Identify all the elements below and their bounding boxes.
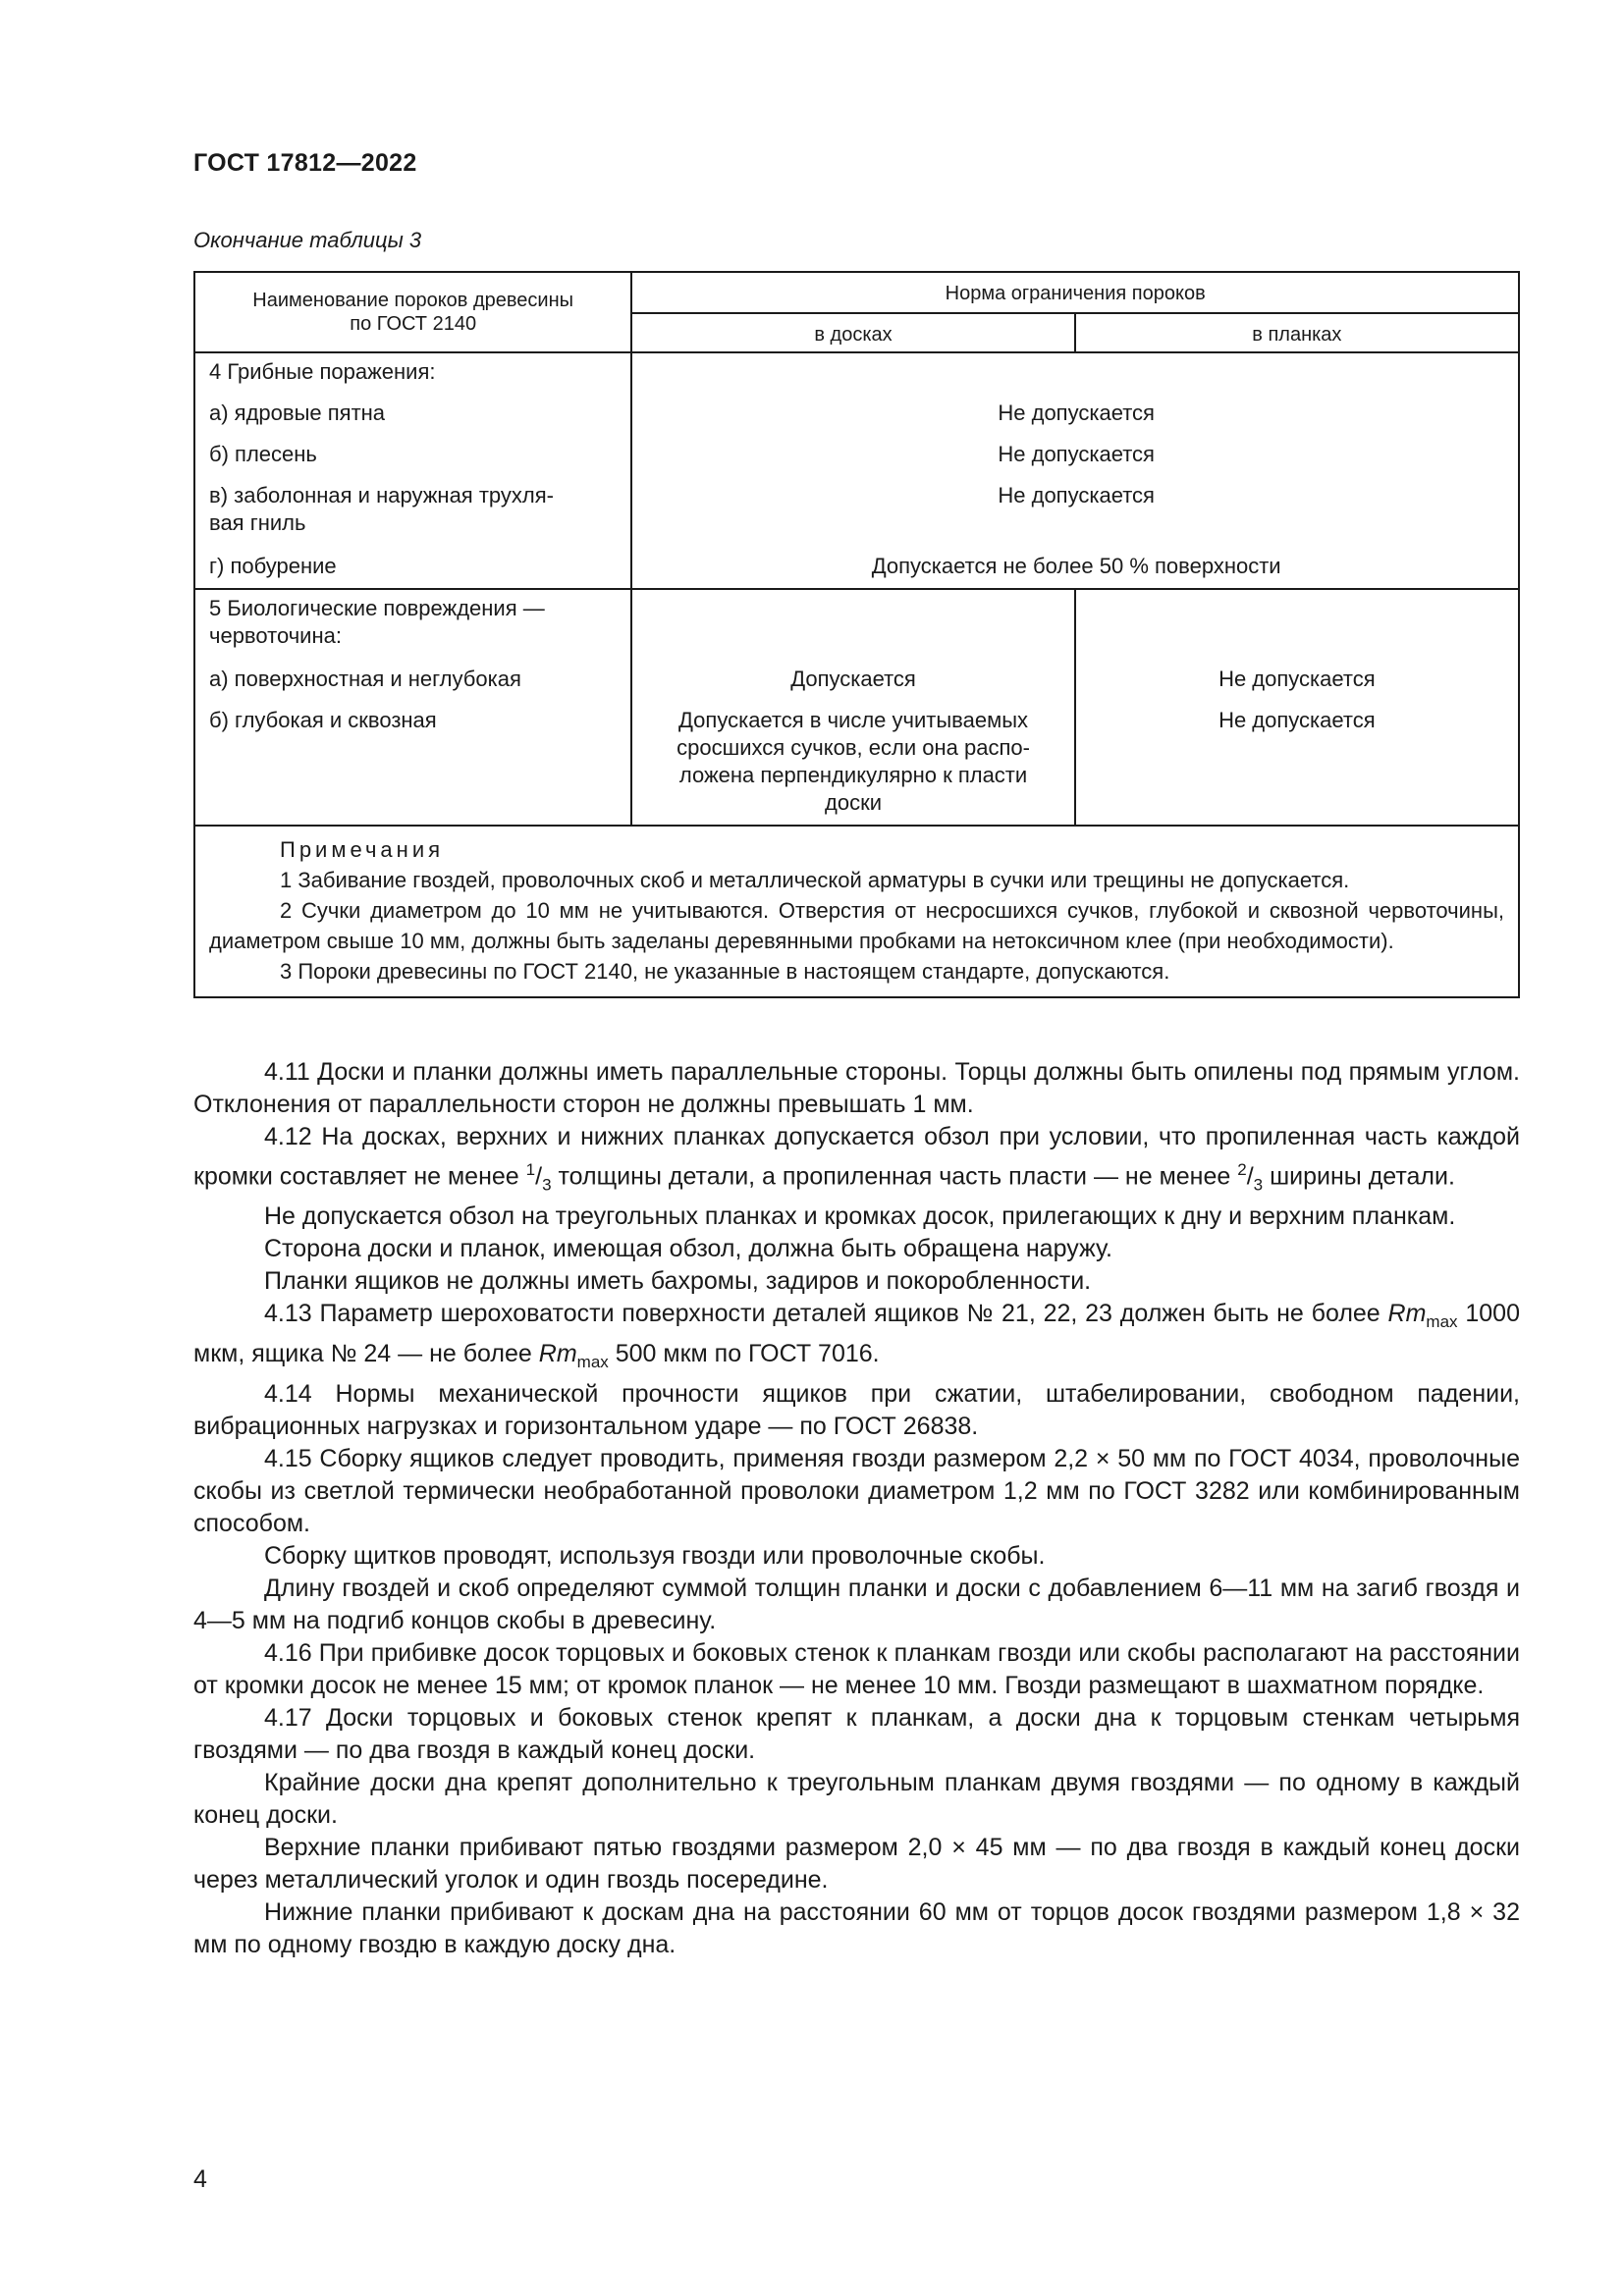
- paragraph-4-11: 4.11 Доски и планки должны иметь параллельные стороны. Торцы должны быть опилены под прямым углом. Отклонения от параллельности сторон не должны превышать 1 мм.: [193, 1058, 1520, 1118]
- paragraph-4-15: 4.15 Сборку ящиков следует проводить, применяя гвозди размером 2,2 × 50 мм по ГОСТ 4034, проволочные скобы из светлой термически необработанной проволоки диаметром 1,2 мм по ГОСТ 3282 или комбинированным способом.: [193, 1445, 1520, 1538]
- notes-title: Примечания: [280, 837, 445, 862]
- table-notes-row: [194, 826, 1519, 997]
- paragraph-4-12: 4.12 На досках, верхних и нижних планках допускается обзол при условии, что пропиленная часть каждой кромки составляет не менее $^1/_3$ толщины детали, а пропиленная часть пласти — не менее $^2/_3$ ширины детали.: [193, 1123, 1520, 1195]
- group4-names: 4 Грибные поражения: а) ядровые пятна б) плесень в) заболонная и наружная трухля- вая гниль г) побурение: [194, 352, 631, 589]
- document-header: ГОСТ 17812—2022: [193, 149, 417, 177]
- header-slats: в планках: [1075, 313, 1519, 352]
- paragraph: Крайние доски дна крепят дополнительно к треугольным планкам двумя гвоздями — по одному в каждый конец доски.: [193, 1769, 1520, 1830]
- table-row: [194, 589, 1519, 826]
- paragraph: Не допускается обзол на треугольных планках и кромках досок, прилегающих к дну и верхним планкам.: [264, 1202, 1456, 1231]
- body-text: [193, 1056, 1520, 1961]
- paragraph-4-17: 4.17 Доски торцовых и боковых стенок крепят к планкам, а доски дна к торцовым стенкам четырьмя гвоздями — по два гвоздя в каждый конец доски.: [193, 1704, 1520, 1765]
- paragraph: Длину гвоздей и скоб определяют суммой толщин планки и доски с добавлением 6—11 мм на загиб гвоздя и 4—5 мм на подгиб концов скобы в древесину.: [193, 1575, 1520, 1635]
- paragraph-4-13: 4.13 Параметр шероховатости поверхности деталей ящиков № 21, 22, 23 должен быть не более $Rm_{max}$ 1000 мкм, ящика № 24 — не более $Rm_{max}$ 500 мкм по ГОСТ 7016.: [193, 1300, 1520, 1372]
- note-3: 3 Пороки древесины по ГОСТ 2140, не указанные в настоящем стандарте, допускаются.: [280, 959, 1170, 984]
- group5-names: 5 Биологические повреждения — червоточина: а) поверхностная и неглубокая б) глубокая и сквозная: [194, 589, 631, 826]
- paragraph-4-16: 4.16 При прибивке досок торцовых и боковых стенок к планкам гвозди или скобы располагают на расстоянии от кромки досок не менее 15 мм; от кромок планок — не менее 10 мм. Гвозди размещают в шахматном порядке.: [193, 1639, 1520, 1700]
- header-norm: Норма ограничения пороков: [631, 272, 1519, 313]
- group5-slats: Не допускается Не допускается: [1075, 589, 1519, 826]
- paragraph: Планки ящиков не должны иметь бахромы, задиров и покоробленности.: [264, 1267, 1092, 1296]
- group4-v: в) заболонная и наружная трухля- вая гниль: [209, 483, 554, 535]
- note-1: 1 Забивание гвоздей, проволочных скоб и металлической арматуры в сучки или трещины не допускается.: [280, 868, 1350, 892]
- paragraph: Сторона доски и планок, имеющая обзол, должна быть обращена наружу.: [264, 1235, 1112, 1263]
- paragraph: Нижние планки прибивают к доскам дна на расстоянии 60 мм от торцов досок гвоздями размером 1,8 × 32 мм по одному гвоздю в каждую доску дна.: [193, 1898, 1520, 1959]
- paragraph-4-14: 4.14 Нормы механической прочности ящиков при сжатии, штабелировании, свободном падении, вибрационных нагрузках и горизонтальном ударе — по ГОСТ 26838.: [193, 1380, 1520, 1441]
- table-header-row: [194, 272, 1519, 313]
- group5-boards: Допускается Допускается в числе учитываемых сросшихся сучков, если она распо- ложена перпендикулярно к пласти доски: [631, 589, 1074, 826]
- note-2: 2 Сучки диаметром до 10 мм не учитываются. Отверстия от несросшихся сучков, глубокой и сквозной червоточины, диаметром свыше 10 мм, должны быть заделаны деревянными пробками на нетоксичном клее (при необходимости).: [209, 898, 1504, 953]
- header-defect-name: Наименование пороков древесины по ГОСТ 2140: [194, 272, 631, 352]
- defects-table: [193, 271, 1520, 998]
- page-number: 4: [193, 2165, 207, 2193]
- paragraph: Сборку щитков проводят, используя гвозди или проволочные скобы.: [264, 1542, 1046, 1571]
- table-caption: Окончание таблицы 3: [193, 228, 422, 252]
- paragraph: Верхние планки прибивают пятью гвоздями размером 2,0 × 45 мм — по два гвоздя в каждый конец доски через металлический уголок и один гвоздь посередине.: [193, 1834, 1520, 1895]
- header-boards: в досках: [631, 313, 1074, 352]
- table-notes: [194, 826, 1519, 997]
- table-row: [194, 352, 1519, 589]
- group5-title: 5 Биологические повреждения — червоточина:: [209, 596, 545, 648]
- group4-values: Не допускается Не допускается Не допускается Допускается не более 50 % поверхности: [631, 352, 1519, 589]
